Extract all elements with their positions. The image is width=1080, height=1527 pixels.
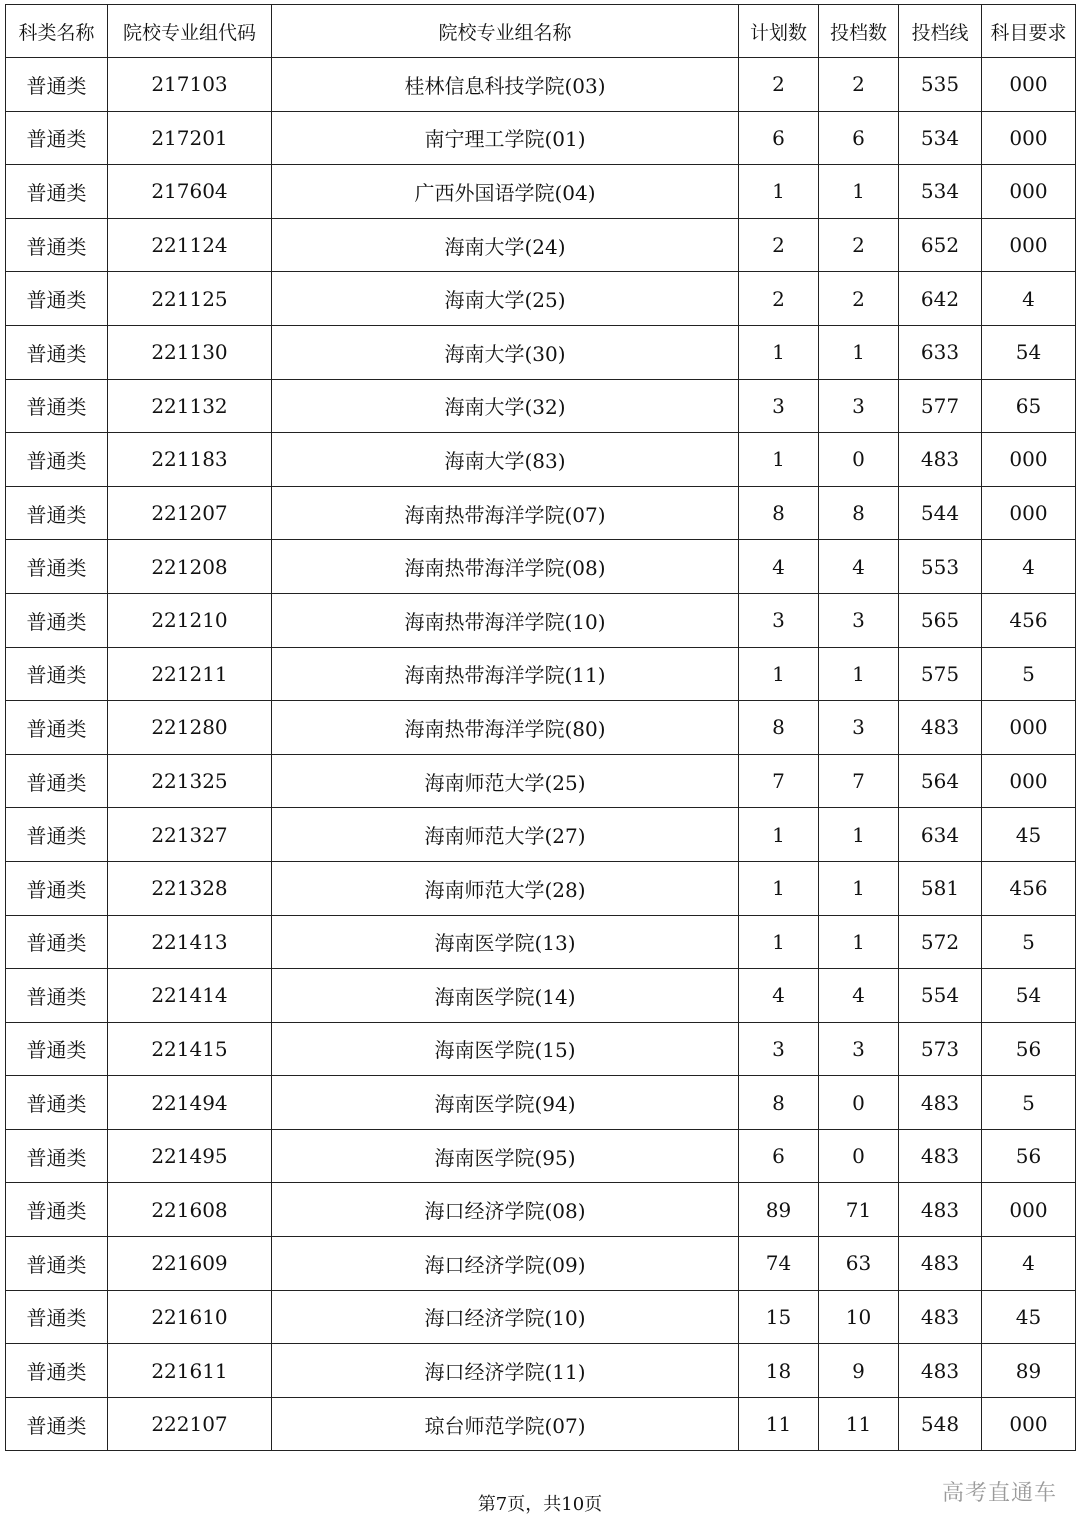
table-row [6, 915, 1076, 969]
cell-cutoff-score: 548 [899, 1397, 982, 1451]
table-row [6, 325, 1076, 379]
cell-subject-req: 5 [982, 647, 1076, 701]
cell-filed-count: 3 [819, 379, 899, 433]
table-row [6, 540, 1076, 594]
cell-subject-req: 456 [982, 861, 1076, 915]
table-row [6, 1076, 1076, 1130]
cell-category: 普通类 [6, 433, 108, 487]
cell-group-name: 海口经济学院(10) [272, 1290, 739, 1344]
cell-cutoff-score: 634 [899, 808, 982, 862]
cell-category: 普通类 [6, 915, 108, 969]
cell-subject-req: 45 [982, 1290, 1076, 1344]
cell-filed-count: 2 [819, 58, 899, 112]
table-row [6, 379, 1076, 433]
cell-plan-count: 2 [739, 272, 819, 326]
cell-plan-count: 1 [739, 165, 819, 219]
cell-group-code: 221130 [108, 325, 272, 379]
header-row [6, 5, 1076, 58]
cell-filed-count: 1 [819, 861, 899, 915]
cell-filed-count: 1 [819, 325, 899, 379]
cell-subject-req: 54 [982, 969, 1076, 1023]
cell-category: 普通类 [6, 808, 108, 862]
cell-category: 普通类 [6, 540, 108, 594]
cell-subject-req: 4 [982, 272, 1076, 326]
cell-cutoff-score: 553 [899, 540, 982, 594]
cell-subject-req: 000 [982, 754, 1076, 808]
cell-plan-count: 3 [739, 379, 819, 433]
cell-cutoff-score: 564 [899, 754, 982, 808]
cell-group-name: 海南大学(83) [272, 433, 739, 487]
watermark-logo-text: 高考直通车 [942, 1481, 1058, 1506]
cell-cutoff-score: 575 [899, 647, 982, 701]
cell-cutoff-score: 483 [899, 701, 982, 755]
cell-cutoff-score: 483 [899, 1344, 982, 1398]
cell-plan-count: 3 [739, 593, 819, 647]
cell-group-code: 221210 [108, 593, 272, 647]
cell-group-code: 221183 [108, 433, 272, 487]
cell-cutoff-score: 577 [899, 379, 982, 433]
column-header-category: 科类名称 [6, 5, 108, 58]
cell-cutoff-score: 534 [899, 165, 982, 219]
column-header-group-name: 院校专业组名称 [272, 5, 739, 58]
cell-group-name: 海口经济学院(09) [272, 1237, 739, 1291]
cell-category: 普通类 [6, 1129, 108, 1183]
table-row [6, 754, 1076, 808]
cell-category: 普通类 [6, 165, 108, 219]
cell-group-code: 221415 [108, 1022, 272, 1076]
cell-cutoff-score: 565 [899, 593, 982, 647]
cell-category: 普通类 [6, 486, 108, 540]
cell-plan-count: 8 [739, 701, 819, 755]
cell-group-code: 221280 [108, 701, 272, 755]
table-row [6, 1290, 1076, 1344]
cell-plan-count: 6 [739, 1129, 819, 1183]
cell-group-name: 海南师范大学(25) [272, 754, 739, 808]
table-row [6, 1344, 1076, 1398]
cell-group-code: 221608 [108, 1183, 272, 1237]
cell-plan-count: 2 [739, 218, 819, 272]
cell-filed-count: 3 [819, 593, 899, 647]
table-row [6, 1397, 1076, 1451]
cell-plan-count: 4 [739, 540, 819, 594]
table-row [6, 1237, 1076, 1291]
cell-category: 普通类 [6, 754, 108, 808]
cell-filed-count: 9 [819, 1344, 899, 1398]
cell-group-code: 217201 [108, 111, 272, 165]
cell-category: 普通类 [6, 272, 108, 326]
cell-cutoff-score: 652 [899, 218, 982, 272]
cell-filed-count: 0 [819, 1129, 899, 1183]
cell-group-name: 海南医学院(14) [272, 969, 739, 1023]
cell-category: 普通类 [6, 861, 108, 915]
cell-subject-req: 000 [982, 701, 1076, 755]
cell-cutoff-score: 544 [899, 486, 982, 540]
cell-category: 普通类 [6, 1076, 108, 1130]
cell-cutoff-score: 581 [899, 861, 982, 915]
cell-group-code: 217604 [108, 165, 272, 219]
cell-group-code: 221327 [108, 808, 272, 862]
cell-group-name: 海南热带海洋学院(08) [272, 540, 739, 594]
cell-category: 普通类 [6, 111, 108, 165]
cell-subject-req: 000 [982, 433, 1076, 487]
cell-cutoff-score: 572 [899, 915, 982, 969]
cell-filed-count: 2 [819, 218, 899, 272]
cell-subject-req: 4 [982, 540, 1076, 594]
cell-cutoff-score: 554 [899, 969, 982, 1023]
cell-group-name: 海口经济学院(08) [272, 1183, 739, 1237]
cell-group-code: 221125 [108, 272, 272, 326]
cell-category: 普通类 [6, 218, 108, 272]
admissions-table [5, 4, 1076, 1451]
table-row [6, 111, 1076, 165]
cell-group-name: 海南师范大学(27) [272, 808, 739, 862]
cell-filed-count: 0 [819, 1076, 899, 1130]
cell-plan-count: 1 [739, 325, 819, 379]
cell-filed-count: 7 [819, 754, 899, 808]
column-header-cutoff-score: 投档线 [899, 5, 982, 58]
cell-group-code: 221611 [108, 1344, 272, 1398]
cell-subject-req: 000 [982, 1183, 1076, 1237]
cell-subject-req: 000 [982, 111, 1076, 165]
cell-filed-count: 4 [819, 540, 899, 594]
cell-cutoff-score: 534 [899, 111, 982, 165]
cell-filed-count: 10 [819, 1290, 899, 1344]
cell-group-name: 海口经济学院(11) [272, 1344, 739, 1398]
cell-group-name: 海南热带海洋学院(10) [272, 593, 739, 647]
cell-group-code: 221610 [108, 1290, 272, 1344]
cell-plan-count: 1 [739, 808, 819, 862]
cell-subject-req: 5 [982, 915, 1076, 969]
cell-plan-count: 1 [739, 433, 819, 487]
cell-group-name: 海南医学院(95) [272, 1129, 739, 1183]
page-number: 第7页，共10页 [477, 1494, 603, 1515]
cell-subject-req: 54 [982, 325, 1076, 379]
table-row [6, 272, 1076, 326]
cell-subject-req: 000 [982, 58, 1076, 112]
cell-group-name: 南宁理工学院(01) [272, 111, 739, 165]
cell-plan-count: 1 [739, 861, 819, 915]
cell-filed-count: 3 [819, 701, 899, 755]
cell-category: 普通类 [6, 1344, 108, 1398]
cell-subject-req: 000 [982, 218, 1076, 272]
cell-group-code: 221132 [108, 379, 272, 433]
cell-group-name: 海南大学(24) [272, 218, 739, 272]
cell-plan-count: 2 [739, 58, 819, 112]
cell-group-name: 海南热带海洋学院(80) [272, 701, 739, 755]
cell-plan-count: 6 [739, 111, 819, 165]
cell-cutoff-score: 483 [899, 1076, 982, 1130]
column-header-group-code: 院校专业组代码 [108, 5, 272, 58]
cell-group-name: 桂林信息科技学院(03) [272, 58, 739, 112]
cell-category: 普通类 [6, 325, 108, 379]
cell-filed-count: 1 [819, 647, 899, 701]
cell-filed-count: 71 [819, 1183, 899, 1237]
cell-group-name: 海南师范大学(28) [272, 861, 739, 915]
cell-filed-count: 11 [819, 1397, 899, 1451]
cell-plan-count: 8 [739, 486, 819, 540]
cell-group-code: 222107 [108, 1397, 272, 1451]
cell-subject-req: 4 [982, 1237, 1076, 1291]
cell-filed-count: 8 [819, 486, 899, 540]
cell-category: 普通类 [6, 1237, 108, 1291]
cell-group-code: 221124 [108, 218, 272, 272]
table-row [6, 701, 1076, 755]
cell-category: 普通类 [6, 1290, 108, 1344]
cell-subject-req: 45 [982, 808, 1076, 862]
cell-plan-count: 7 [739, 754, 819, 808]
cell-plan-count: 3 [739, 1022, 819, 1076]
cell-filed-count: 1 [819, 915, 899, 969]
cell-filed-count: 1 [819, 165, 899, 219]
cell-cutoff-score: 633 [899, 325, 982, 379]
cell-group-code: 221495 [108, 1129, 272, 1183]
cell-group-name: 海南热带海洋学院(11) [272, 647, 739, 701]
cell-category: 普通类 [6, 969, 108, 1023]
cell-plan-count: 8 [739, 1076, 819, 1130]
cell-cutoff-score: 483 [899, 1237, 982, 1291]
cell-subject-req: 56 [982, 1022, 1076, 1076]
table-row [6, 808, 1076, 862]
table-row [6, 486, 1076, 540]
cell-group-code: 221413 [108, 915, 272, 969]
column-header-filed-count: 投档数 [819, 5, 899, 58]
table-body [6, 58, 1076, 1451]
cell-subject-req: 456 [982, 593, 1076, 647]
cell-filed-count: 6 [819, 111, 899, 165]
cell-group-code: 221211 [108, 647, 272, 701]
cell-group-code: 221414 [108, 969, 272, 1023]
table-row [6, 861, 1076, 915]
cell-filed-count: 3 [819, 1022, 899, 1076]
cell-subject-req: 56 [982, 1129, 1076, 1183]
table-row [6, 969, 1076, 1023]
cell-subject-req: 000 [982, 1397, 1076, 1451]
cell-group-name: 琼台师范学院(07) [272, 1397, 739, 1451]
cell-subject-req: 000 [982, 165, 1076, 219]
cell-group-code: 221207 [108, 486, 272, 540]
cell-category: 普通类 [6, 1397, 108, 1451]
cell-group-name: 海南大学(25) [272, 272, 739, 326]
cell-plan-count: 4 [739, 969, 819, 1023]
cell-cutoff-score: 483 [899, 433, 982, 487]
cell-group-name: 海南大学(32) [272, 379, 739, 433]
cell-cutoff-score: 642 [899, 272, 982, 326]
cell-category: 普通类 [6, 593, 108, 647]
cell-cutoff-score: 535 [899, 58, 982, 112]
cell-cutoff-score: 483 [899, 1183, 982, 1237]
cell-category: 普通类 [6, 379, 108, 433]
cell-category: 普通类 [6, 701, 108, 755]
table-row [6, 58, 1076, 112]
cell-group-code: 221325 [108, 754, 272, 808]
table-row [6, 218, 1076, 272]
cell-category: 普通类 [6, 58, 108, 112]
table-row [6, 593, 1076, 647]
cell-plan-count: 15 [739, 1290, 819, 1344]
cell-category: 普通类 [6, 1183, 108, 1237]
cell-filed-count: 63 [819, 1237, 899, 1291]
cell-group-code: 221208 [108, 540, 272, 594]
cell-group-code: 221494 [108, 1076, 272, 1130]
cell-filed-count: 4 [819, 969, 899, 1023]
table-row [6, 433, 1076, 487]
cell-group-name: 海南医学院(94) [272, 1076, 739, 1130]
cell-category: 普通类 [6, 1022, 108, 1076]
cell-subject-req: 89 [982, 1344, 1076, 1398]
cell-group-name: 海南热带海洋学院(07) [272, 486, 739, 540]
cell-group-name: 海南医学院(13) [272, 915, 739, 969]
cell-group-name: 海南医学院(15) [272, 1022, 739, 1076]
cell-category: 普通类 [6, 647, 108, 701]
cell-subject-req: 000 [982, 486, 1076, 540]
cell-group-code: 217103 [108, 58, 272, 112]
cell-subject-req: 5 [982, 1076, 1076, 1130]
cell-cutoff-score: 483 [899, 1290, 982, 1344]
table-row [6, 1022, 1076, 1076]
table-row [6, 165, 1076, 219]
cell-filed-count: 0 [819, 433, 899, 487]
column-header-subject-req: 科目要求 [982, 5, 1076, 58]
cell-group-code: 221609 [108, 1237, 272, 1291]
cell-plan-count: 18 [739, 1344, 819, 1398]
table-row [6, 1183, 1076, 1237]
table-row [6, 647, 1076, 701]
cell-plan-count: 89 [739, 1183, 819, 1237]
cell-plan-count: 74 [739, 1237, 819, 1291]
cell-filed-count: 2 [819, 272, 899, 326]
cell-subject-req: 65 [982, 379, 1076, 433]
cell-plan-count: 1 [739, 647, 819, 701]
cell-filed-count: 1 [819, 808, 899, 862]
column-header-plan-count: 计划数 [739, 5, 819, 58]
cell-group-code: 221328 [108, 861, 272, 915]
cell-group-name: 海南大学(30) [272, 325, 739, 379]
table-row [6, 1129, 1076, 1183]
cell-cutoff-score: 573 [899, 1022, 982, 1076]
cell-group-name: 广西外国语学院(04) [272, 165, 739, 219]
cell-cutoff-score: 483 [899, 1129, 982, 1183]
cell-plan-count: 11 [739, 1397, 819, 1451]
cell-plan-count: 1 [739, 915, 819, 969]
